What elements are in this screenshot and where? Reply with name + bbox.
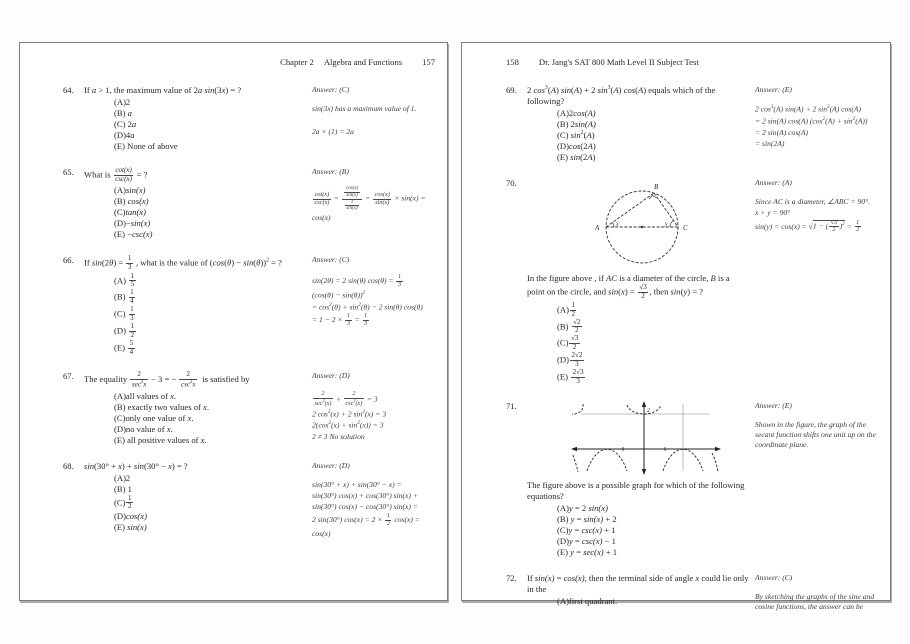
option: (B) 1 (114, 483, 132, 494)
option: (D)cos(2A) (557, 141, 596, 151)
explanation-line: = 2 sin(A) cos(A) $(\cos^2(A) + \sin^2(A))$ (755, 115, 868, 126)
y-axis-top-arrow (642, 401, 646, 407)
explanation-line: 2 $\cos^3(A) \sin(A) + 2$ $\sin^3(A)$ cos(A) (755, 104, 862, 114)
question-text: If sin(2θ) = $\frac{1}{3}$ , what is the value of $(\cos(\theta) - \sin(\theta))^2$ = ? (84, 253, 282, 271)
options-list (114, 273, 306, 357)
explanation-line: = $\cos^2(\theta) + \sin^2(\theta) - 2$ sin(θ) cos(θ) (312, 301, 423, 312)
option: (B) $\frac{√2}{2}$ (557, 317, 581, 335)
option: (A)y = 2 sin(x) (557, 502, 608, 513)
option: (D) $\frac{2√2}{3}$ (557, 351, 583, 369)
angle-y-arc (670, 221, 674, 228)
question-body (84, 85, 312, 152)
question-71 (506, 401, 878, 558)
question-number: 64. (63, 85, 74, 95)
option: (C) $\sin^2(A)$ (557, 130, 595, 140)
option: (E) $\frac{2√3}{3}$ (557, 367, 584, 385)
book-title: Dr. Jang's SAT 800 Math Level II Subject Test (538, 57, 699, 67)
y-axis-bottom-arrow (642, 469, 646, 475)
question-number: 71. (506, 400, 517, 411)
question-body (527, 401, 755, 558)
explanation-line: 2 sin(30°) cos(x) = 2 × $\frac{1}{2}$ cos(x) = (312, 512, 420, 528)
explanation-line: By sketching the graphs of the sine and cosine functions, the answer can be (755, 591, 875, 612)
answer-column (312, 85, 437, 152)
question-body (84, 371, 312, 445)
question-text: If sin(x) = cos(x), then the terminal side of angle x could lie only in the (527, 572, 749, 594)
options-list (557, 503, 749, 558)
answer-label: Answer: (A) (755, 178, 792, 187)
option: (B) exactly two values of x. (114, 401, 209, 412)
option: (D)4a (114, 130, 135, 140)
secant-graph-figure (571, 401, 721, 475)
explanation-line: sin(y) = cos(x) = √1 − ( $\frac{√3}{2}$ )$^2$ = $\frac{1}{2}$ (755, 218, 860, 234)
point-a-label: A (595, 224, 600, 232)
answer-column (312, 167, 437, 240)
circle-center-dot (641, 226, 643, 228)
options-list (114, 185, 306, 240)
answer-label: Answer: (C) (312, 254, 350, 264)
option: (E) y = sec(x) + 1 (557, 546, 618, 557)
explanation (312, 104, 437, 137)
explanation (755, 197, 878, 234)
question-text: sin(30° + x) + sin(30° − x) = ? (84, 460, 188, 471)
explanation-line: sin(2θ) = 2 sin(θ) cos(θ) = $\frac{1}{3}$ (312, 272, 402, 288)
explanation-line: = 2 sin(A) cos(A) (755, 127, 808, 137)
circle-figure (583, 180, 699, 268)
question-text: What is cot(x) csc(x) = ? (84, 166, 148, 183)
question-text: If a > 1, the maximum value of 2a sin(3x) = ? (84, 85, 242, 95)
question-text: 2 $\cos^3(A) \sin(A) + 2$ $\sin^3(A)$ cos(A) equals which of the following? (527, 85, 716, 106)
explanation (755, 592, 878, 612)
answer-column (755, 85, 878, 163)
answer-column (312, 461, 437, 541)
right-page-header (462, 57, 890, 67)
option: (D)no value of x. (114, 423, 173, 434)
option: (B) a (114, 108, 132, 118)
page-number: 157 (422, 57, 435, 67)
answer-label: Answer: (E) (755, 85, 792, 94)
option: (C) 2a (114, 119, 137, 129)
explanation-line: sin(30° + x) + sin(30° − x) = (312, 479, 402, 489)
explanation-line: cot(x) csc(x) = $\frac{\frac{\cos(x)}{\sin(x)}}{\frac{1}{\sin(x)}}$ = $\frac{\cos(x)}{\sin(x)}$ × sin(x) = (314, 185, 426, 212)
option: (A)first quadrant. (557, 595, 618, 606)
option: (C)only one value of x. (114, 412, 194, 423)
question-number: 65. (63, 167, 74, 177)
explanation-line: sin(30°) cos(x) − cos(30°) sin(x) = (312, 502, 418, 512)
point-b-label: B (654, 183, 659, 191)
question-number: 70. (506, 178, 517, 188)
answer-column (755, 401, 878, 558)
question-72 (506, 573, 878, 614)
explanation (312, 480, 437, 540)
answer-column (312, 255, 437, 357)
options-list (557, 596, 749, 607)
question-body (84, 255, 312, 357)
explanation-line (312, 115, 437, 125)
chapter-label: Chapter 2 (280, 57, 314, 67)
right-angle-mark (649, 196, 657, 200)
option: (A) $\frac{1}{5}$ (114, 271, 135, 289)
answer-label: Answer: (C) (755, 572, 793, 582)
question-number: 72. (506, 572, 517, 583)
option: (E) $\frac{5}{4}$ (114, 338, 134, 356)
question-number: 69. (506, 85, 517, 95)
explanation (755, 420, 878, 451)
option: (A)sin(x) (114, 184, 146, 195)
options-list (114, 97, 306, 152)
chapter-title: Algebra and Functions (323, 57, 403, 67)
x-axis-right-arrow (715, 446, 721, 450)
question-body (527, 573, 755, 614)
angle-x-arc (613, 223, 615, 228)
question-text: The equality 2 $\sec^2x$ − 3 = − 2 $\csc^2x$ is satisfied by (84, 370, 250, 389)
explanation-line: x + y = 90° (755, 208, 791, 218)
question-65 (63, 167, 437, 240)
answer-label: Answer: (D) (312, 371, 350, 381)
option: (C) $\frac{1}{2}$ (114, 493, 132, 511)
question-64 (63, 85, 437, 152)
left-page-header (20, 57, 447, 67)
option: (B) cos(x) (114, 195, 149, 206)
option: (E) sin(2A) (557, 152, 596, 162)
explanation (312, 391, 437, 443)
answer-column (755, 573, 878, 614)
option: (D)y = csc(x) − 1 (557, 535, 616, 546)
question-67 (63, 371, 437, 445)
explanation-line: 2 $\sec^2(x)$ + 2 $\csc^2(x)$ = 3 (314, 389, 378, 407)
page-number: 158 (506, 57, 519, 67)
point-c-label: C (683, 224, 688, 232)
explanation-line: $(\cos(\theta) - \sin(\theta))^2$ (312, 289, 366, 300)
option: (B) $\frac{1}{4}$ (114, 288, 134, 306)
explanation-line: $2(\cos^2(x) + \sin^2(x)) = 3$ (312, 420, 384, 430)
question-68 (63, 461, 437, 541)
option: (B) 2sin(A) (557, 119, 596, 129)
explanation-line: = 1 − 2 × $\frac{1}{3}$ = $\frac{1}{3}$ (312, 312, 368, 328)
option: (E) all positive values of x. (114, 434, 207, 445)
option: (A)2 (114, 472, 131, 483)
explanation (312, 186, 437, 223)
answer-column (312, 371, 437, 445)
question-body (527, 85, 755, 163)
question-body (527, 178, 755, 386)
angle-x-label: x (616, 221, 619, 228)
option: (C) $\frac{√3}{2}$ (557, 334, 579, 352)
explanation-line: Shown in the figure, the graph of the secant function shifts one unit up on the coordinate plane. (755, 419, 876, 450)
explanation-line: Since AC is a diameter, ∠ABC = 90°. (755, 197, 871, 207)
options-list (557, 108, 749, 163)
y-value-label: 2 (647, 407, 650, 414)
option: (C)tan(x) (114, 206, 146, 217)
option: (E) −csc(x) (114, 228, 153, 239)
explanation-line: sin(3x) has a maximum value of 1. (312, 104, 417, 114)
question-body (84, 461, 312, 541)
option: (A)all values of x. (114, 390, 177, 401)
answer-label: Answer: (B) (312, 167, 349, 176)
question-text: In the figure above , if AC is a diameter of the circle, B is a point on the circle, and sin(x) = $\frac{√3}{2}$ , then sin(y) = ? (527, 273, 730, 300)
question-number: 68. (63, 460, 74, 471)
option: (D) $\frac{1}{2}$ (114, 321, 135, 339)
explanation-line: 2 $\cos^2(x) + 2$ $\sin^2(x) = 3$ (312, 408, 387, 419)
angle-y-label: y (665, 221, 668, 228)
explanation-line: sin(30°) cos(x) + cos(30°) sin(x) + (312, 490, 418, 500)
option: (E) None of above (114, 141, 178, 151)
option: (D)−sin(x) (114, 217, 151, 228)
answer-column (755, 178, 878, 386)
answer-label: Answer: (D) (312, 460, 350, 470)
option: (E) sin(x) (114, 522, 147, 533)
page-left (19, 42, 448, 601)
answer-label: Answer: (C) (312, 85, 350, 94)
secant-lower-right-partial (712, 453, 718, 472)
option: (D)cos(x) (114, 511, 147, 522)
options-list (557, 302, 749, 386)
question-69 (506, 85, 878, 163)
question-number: 67. (63, 371, 74, 382)
right-page-content (462, 67, 890, 613)
x-axis-left-arrow (571, 446, 577, 450)
secant-lower-left-partial (573, 455, 578, 472)
question-number: 66. (63, 254, 74, 265)
options-list (114, 391, 306, 446)
explanation-line: cos(x) (312, 213, 331, 223)
option: (A)2cos(A) (557, 108, 596, 118)
option: (C)y = csc(x) + 1 (557, 524, 616, 535)
options-list (114, 473, 306, 534)
left-page-content (20, 67, 447, 540)
option: (A)2 (114, 97, 131, 107)
explanation-line: = sin(2A) (755, 138, 785, 148)
option: (B) y = sin(x) + 2 (557, 513, 617, 524)
option: (A) $\frac{1}{2}$ (557, 300, 575, 318)
secant-upper-left-partial (572, 404, 583, 414)
answer-label: Answer: (E) (755, 400, 792, 410)
explanation (312, 274, 437, 328)
secant-lower-left-branch (587, 449, 627, 471)
question-66 (63, 255, 437, 357)
explanation (755, 104, 878, 149)
explanation-line: 2 ≠ 3 No solution (312, 432, 365, 442)
page-right (461, 42, 891, 612)
question-70 (506, 178, 878, 386)
explanation-line: cos(x) (312, 529, 331, 539)
explanation-line: 2a × (1) = 2a (312, 126, 354, 136)
question-text: The figure above is a possible graph for which of the following equations? (527, 479, 745, 501)
question-body (84, 167, 312, 240)
option: (C) $\frac{1}{3}$ (114, 305, 134, 323)
